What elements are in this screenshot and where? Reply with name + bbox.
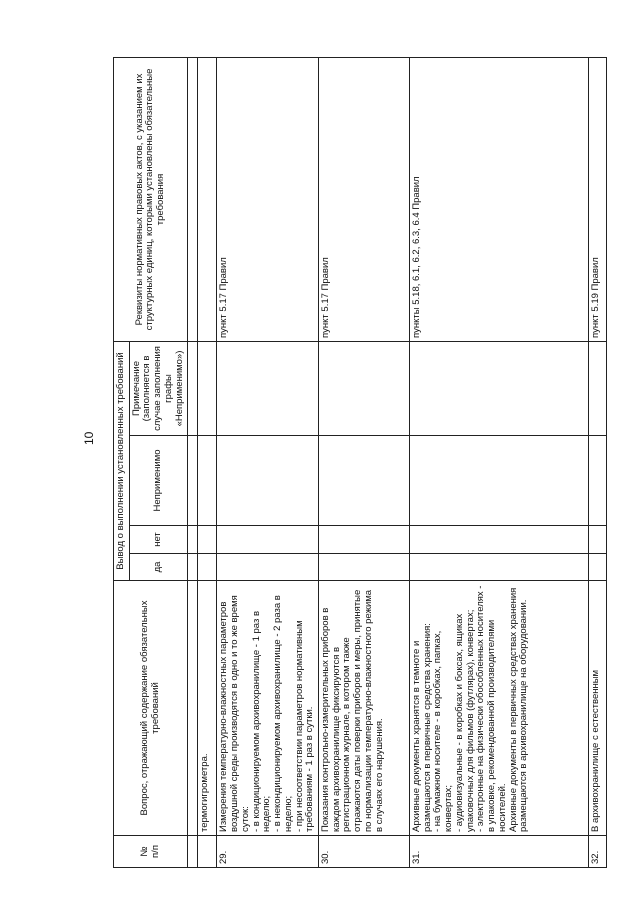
spacer-cell bbox=[188, 836, 198, 868]
spacer-cell bbox=[188, 581, 198, 836]
row-num: 31. bbox=[410, 836, 589, 868]
cell-note bbox=[589, 341, 607, 435]
row-ref: пункты 5.18, 6.1, 6.2, 6.3, 6.4 Правил bbox=[410, 57, 589, 341]
header-na: Неприменимо bbox=[129, 436, 188, 526]
spacer-cell bbox=[188, 526, 198, 554]
row-question: Показания контрольно-измерительных приборов в каждом архивохранилище фиксируются в регистрационном журнале, в котором также отражаются даты поверки приборов и меры, принятые по нормализации температурно-влажностного режима в случаях его нарушения. bbox=[319, 581, 410, 836]
cell-yes bbox=[589, 554, 607, 581]
row-question: Измерения температурно-влажностных параметров воздушной среды производятся в одно и то же время суток: - в кондиционируемом архивохранилище - 1 раз в неделю; - в некондиционируемом архивохранилище - 2 раза в неделю; - при несоответствии параметров нормативным требованиям - 1 раз в сутки. bbox=[217, 581, 319, 836]
cell-no bbox=[410, 526, 589, 554]
page-number: 10 bbox=[82, 431, 96, 445]
requirements-table bbox=[113, 57, 607, 868]
table-row bbox=[217, 57, 319, 867]
table-row bbox=[319, 57, 410, 867]
header-no: нет bbox=[129, 526, 188, 554]
row-num bbox=[198, 836, 217, 868]
row-num: 29. bbox=[217, 836, 319, 868]
spacer-cell bbox=[188, 554, 198, 581]
cell-yes bbox=[217, 554, 319, 581]
header-note: Примечание (заполняется в случае заполнения графы «Неприменимо») bbox=[129, 341, 188, 435]
spacer-cell bbox=[188, 341, 198, 435]
cell-no bbox=[217, 526, 319, 554]
row-question: Архивные документы хранятся в темноте и размещаются в первичные средства хранения: - на бумажном носителе - в коробках, папках, конвертах; - аудиовизуальные - в коробках и боксах, ящиках упаковочных для фильмов (футлярах), конвертах; - электронные на физически обособленных носителях - в упаковке, рекомендованной производителями носителей. Архивные документы в первичных средствах хранения размещаются в архивохранилище на оборудовании. bbox=[410, 581, 589, 836]
row-num: 32. bbox=[589, 836, 607, 868]
row-ref: пункт 5.19 Правил bbox=[589, 57, 607, 341]
cell-yes bbox=[319, 554, 410, 581]
table-row bbox=[410, 57, 589, 867]
header-conclusion: Вывод о выполнении установленных требований bbox=[114, 341, 130, 580]
spacer-cell bbox=[188, 436, 198, 526]
row-ref: пункт 5.17 Правил bbox=[217, 57, 319, 341]
cell-na bbox=[217, 436, 319, 526]
table-row bbox=[198, 57, 217, 867]
spacer-cell bbox=[188, 57, 198, 341]
cell-no bbox=[319, 526, 410, 554]
cell-note bbox=[217, 341, 319, 435]
cell-yes bbox=[198, 554, 217, 581]
header-question: Вопрос, отражающий содержание обязательных требований bbox=[114, 581, 188, 836]
cell-na bbox=[319, 436, 410, 526]
row-question: В архивохранилище с естественным bbox=[589, 581, 607, 836]
header-num: № п/п bbox=[114, 836, 188, 868]
table-row bbox=[589, 57, 607, 867]
row-num: 30. bbox=[319, 836, 410, 868]
header-refs: Реквизиты нормативных правовых актов, с указанием их структурных единиц, которыми установлены обязательные требования bbox=[114, 57, 188, 341]
row-ref: пункт 5.17 Правил bbox=[319, 57, 410, 341]
row-ref bbox=[198, 57, 217, 341]
cell-na bbox=[589, 436, 607, 526]
header-yes: да bbox=[129, 554, 188, 581]
row-question: термогигрометра. bbox=[198, 581, 217, 836]
cell-yes bbox=[410, 554, 589, 581]
rotated-table-container bbox=[113, 58, 611, 868]
spacer-row bbox=[188, 57, 198, 867]
cell-no bbox=[589, 526, 607, 554]
cell-note bbox=[198, 341, 217, 435]
cell-note bbox=[319, 341, 410, 435]
cell-na bbox=[198, 436, 217, 526]
cell-na bbox=[410, 436, 589, 526]
cell-note bbox=[410, 341, 589, 435]
cell-no bbox=[198, 526, 217, 554]
